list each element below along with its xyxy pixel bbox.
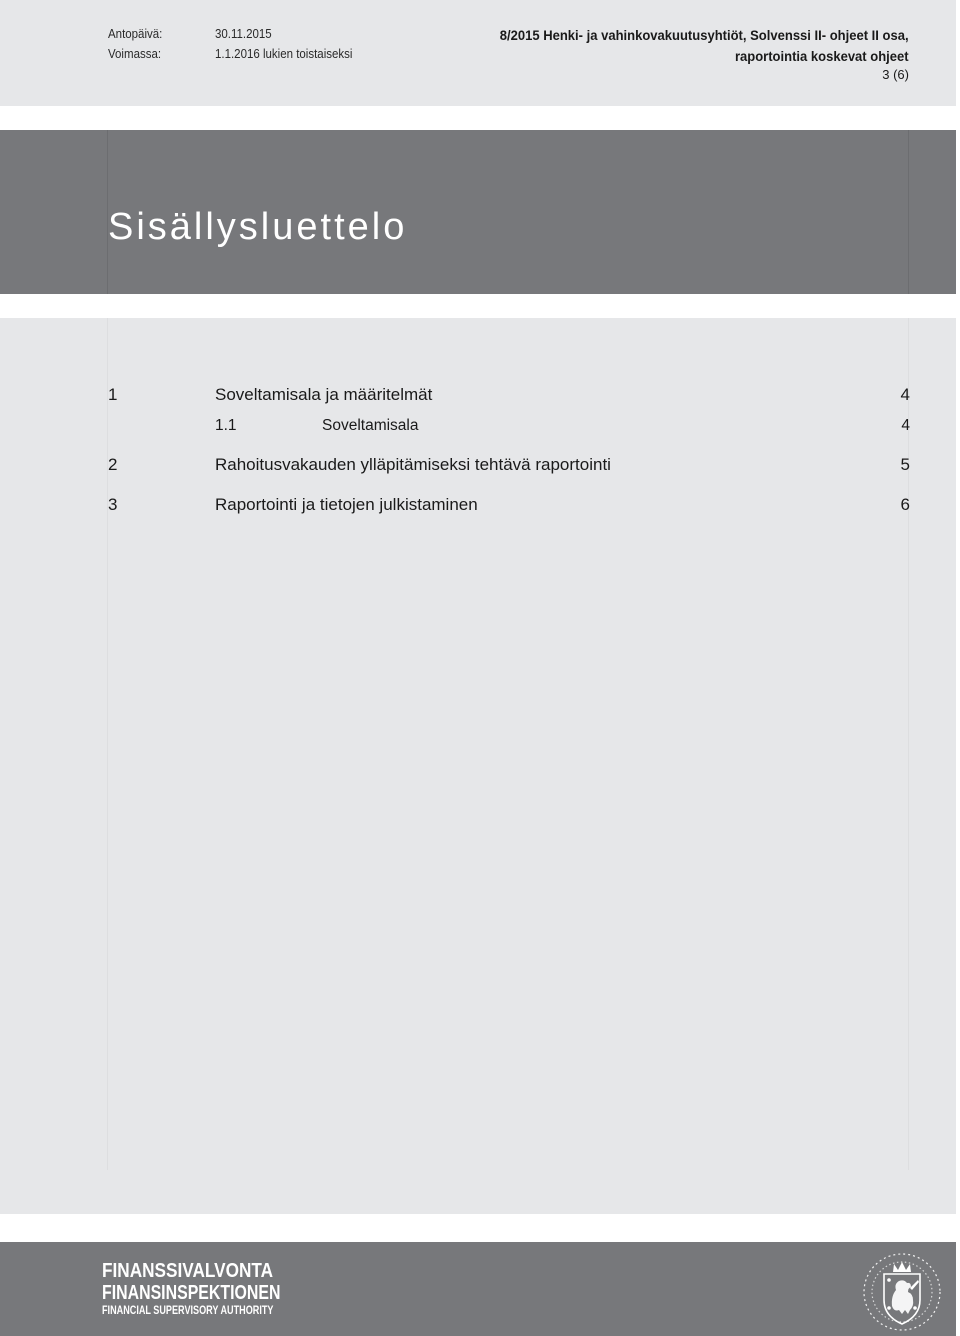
toc-heading: Sisällysluettelo	[108, 206, 408, 248]
lion-coat-of-arms-icon	[858, 1244, 944, 1334]
issued-date-value: 30.11.2015	[215, 27, 272, 41]
validity-label: Voimassa:	[108, 47, 162, 61]
toc-entry-title: Soveltamisala ja määritelmät	[215, 385, 433, 404]
page-number: 3 (6)	[882, 67, 909, 82]
toc-entry-3[interactable]	[108, 495, 910, 519]
validity-value: 1.1.2016 lukien toistaiseksi	[215, 47, 353, 61]
logo-line-finnish: FINANSSIVALVONTA	[102, 1260, 274, 1282]
logo-line-swedish: FINANSINSPEKTIONEN	[102, 1282, 281, 1304]
toc-entry-1-1[interactable]	[108, 417, 910, 441]
toc-panel	[0, 318, 956, 1214]
fin-fsa-logo	[102, 1260, 326, 1318]
toc-entry-page: 4	[900, 385, 910, 404]
logo-line-english: FINANCIAL SUPERVISORY AUTHORITY	[102, 1305, 274, 1317]
toc-entry-1[interactable]	[108, 385, 910, 409]
document-title-line-2: raportointia koskevat ohjeet	[735, 48, 909, 64]
toc-entry-number: 3	[108, 495, 118, 514]
toc-entry-page: 4	[901, 417, 910, 434]
title-band	[0, 130, 956, 294]
toc-entry-2[interactable]	[108, 455, 910, 479]
toc-entry-title: Rahoitusvakauden ylläpitämiseksi tehtävä raportointi	[215, 455, 611, 474]
document-footer	[0, 1242, 956, 1336]
toc-entry-page: 6	[900, 495, 910, 514]
toc-entry-number: 2	[108, 455, 118, 474]
document-header	[0, 0, 956, 106]
band-divider	[908, 130, 909, 294]
document-title	[500, 25, 909, 67]
toc-entry-title: Soveltamisala	[322, 417, 419, 434]
toc-entry-page: 5	[900, 455, 910, 474]
toc-entry-number: 1.1	[215, 417, 237, 434]
panel-divider	[908, 318, 909, 1170]
document-title-line-1: 8/2015 Henki- ja vahinkovakuutusyhtiöt, Solvenssi II- ohjeet II osa,	[500, 27, 909, 43]
panel-divider	[107, 318, 108, 1170]
toc-entry-number: 1	[108, 385, 118, 404]
toc-entry-title: Raportointi ja tietojen julkistaminen	[215, 495, 478, 514]
issued-date-label: Antopäivä:	[108, 27, 163, 41]
